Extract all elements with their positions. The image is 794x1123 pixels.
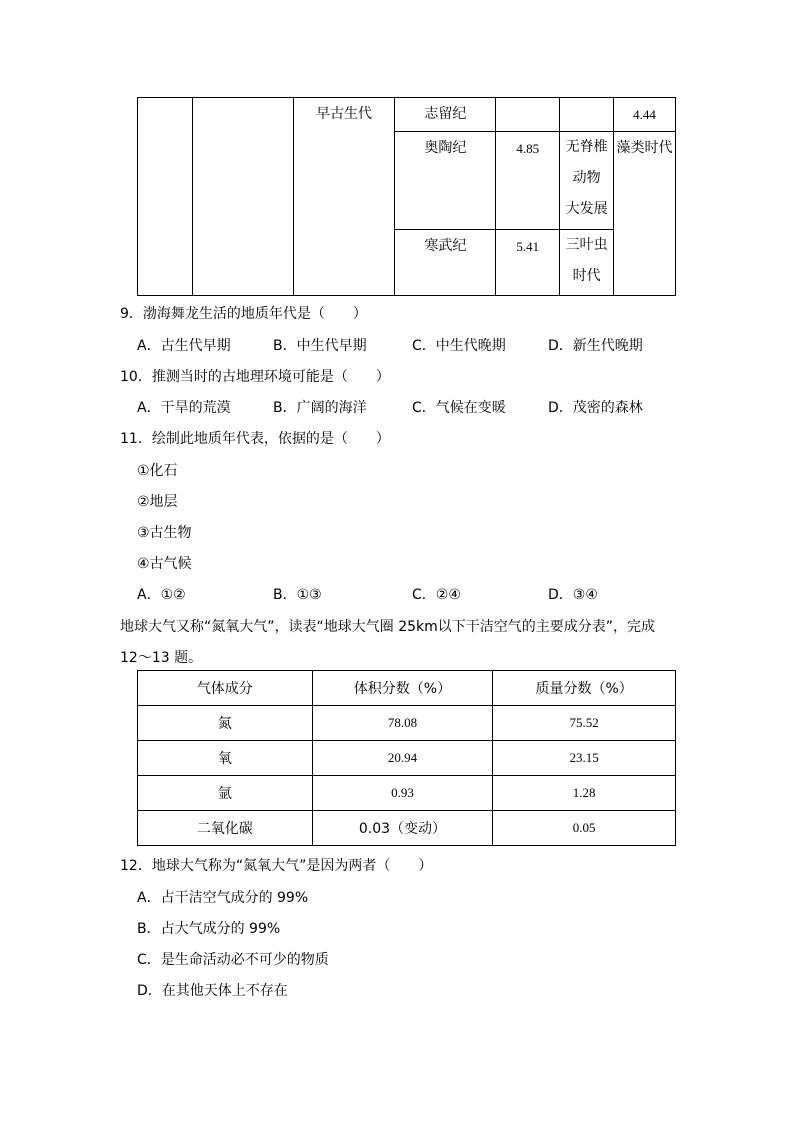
statement-item: ③古生物 [137, 525, 192, 541]
geologic-time-table [137, 97, 676, 296]
option-a[interactable]: A．占干洁空气成分的 99% [137, 890, 309, 906]
option-b[interactable]: B．①③ [273, 587, 322, 603]
gas-name-cell: 氮 [138, 706, 313, 741]
option-d[interactable]: D．新生代晚期 [548, 338, 643, 354]
geo-cell-period: 寒武纪 [395, 230, 496, 296]
question-12-stem: 12．地球大气称为“氮氧大气”是因为两者（ ） [120, 858, 433, 874]
air-composition-table [137, 670, 676, 846]
option-b[interactable]: B．广阔的海洋 [273, 400, 367, 416]
gas-name-cell: 二氧化碳 [138, 811, 313, 846]
table-header-cell: 质量分数（%） [493, 671, 676, 706]
question-9-stem: 9．渤海舞龙生活的地质年代是（ ） [120, 306, 367, 322]
option-a[interactable]: A．①② [137, 587, 186, 603]
gas-name-cell: 氧 [138, 741, 313, 776]
geo-cell-age [496, 98, 560, 132]
geo-cell-period: 奥陶纪 [395, 132, 496, 230]
geo-cell-period: 志留纪 [395, 98, 496, 132]
question-11-stem: 11．绘制此地质年代表，依据的是（ ） [120, 431, 390, 447]
volume-fraction-cell: 78.08 [312, 706, 493, 741]
mass-fraction-cell: 1.28 [493, 776, 676, 811]
option-c[interactable]: C．中生代晚期 [412, 338, 506, 354]
mass-fraction-cell: 75.52 [493, 706, 676, 741]
geo-cell-animal [560, 230, 614, 296]
option-b[interactable]: B．中生代早期 [273, 338, 367, 354]
option-d[interactable]: D．③④ [548, 587, 598, 603]
option-c[interactable]: C．是生命活动必不可少的物质 [137, 952, 329, 968]
geo-cell-eon [138, 98, 193, 296]
option-c[interactable]: C．气候在变暖 [412, 400, 506, 416]
option-b[interactable]: B．占大气成分的 99% [137, 921, 281, 937]
statement-item: ④古气候 [137, 556, 192, 572]
geo-cell-sub-era [192, 98, 293, 296]
geo-cell-plant: 藻类时代 [614, 132, 676, 296]
table-row [138, 776, 676, 811]
gas-name-cell: 氩 [138, 776, 313, 811]
table-row [138, 706, 676, 741]
option-d[interactable]: D．在其他天体上不存在 [137, 983, 288, 999]
geo-cell-animal-line: 三叶虫 [565, 237, 608, 253]
geo-cell-plant-age: 4.44 [614, 98, 676, 132]
table-row [138, 741, 676, 776]
geo-cell-animal-line: 时代 [572, 268, 601, 284]
statement-item: ②地层 [137, 494, 178, 510]
table-header-cell: 体积分数（%） [312, 671, 493, 706]
geo-cell-animal-line: 无脊椎 [565, 139, 608, 155]
volume-fraction-cell: 0.03（变动） [312, 811, 493, 846]
geo-cell-animal [560, 132, 614, 230]
table-row [138, 811, 676, 846]
option-c[interactable]: C．②④ [412, 587, 461, 603]
option-a[interactable]: A．古生代早期 [137, 338, 231, 354]
geo-cell-age: 5.41 [496, 230, 560, 296]
option-a[interactable]: A．干旱的荒漠 [137, 400, 231, 416]
option-d[interactable]: D．茂密的森林 [548, 400, 643, 416]
geo-cell-animal [560, 98, 614, 132]
volume-fraction-cell: 0.93 [312, 776, 493, 811]
mass-fraction-cell: 23.15 [493, 741, 676, 776]
geo-cell-animal-line: 大发展 [565, 201, 608, 217]
volume-fraction-cell: 20.94 [312, 741, 493, 776]
statement-item: ①化石 [137, 463, 178, 479]
geo-cell-age: 4.85 [496, 132, 560, 230]
passage-intro-line: 12～13 题。 [120, 650, 203, 666]
passage-intro-line: 地球大气又称“氮氧大气”，读表“地球大气圈 25km以下干洁空气的主要成分表”，完成 [120, 619, 656, 635]
mass-fraction-cell: 0.05 [493, 811, 676, 846]
question-10-stem: 10．推测当时的古地理环境可能是（ ） [120, 369, 390, 385]
geo-cell-era: 早古生代 [293, 98, 395, 296]
geo-cell-animal-line: 动物 [572, 170, 601, 186]
table-header-cell: 气体成分 [138, 671, 313, 706]
